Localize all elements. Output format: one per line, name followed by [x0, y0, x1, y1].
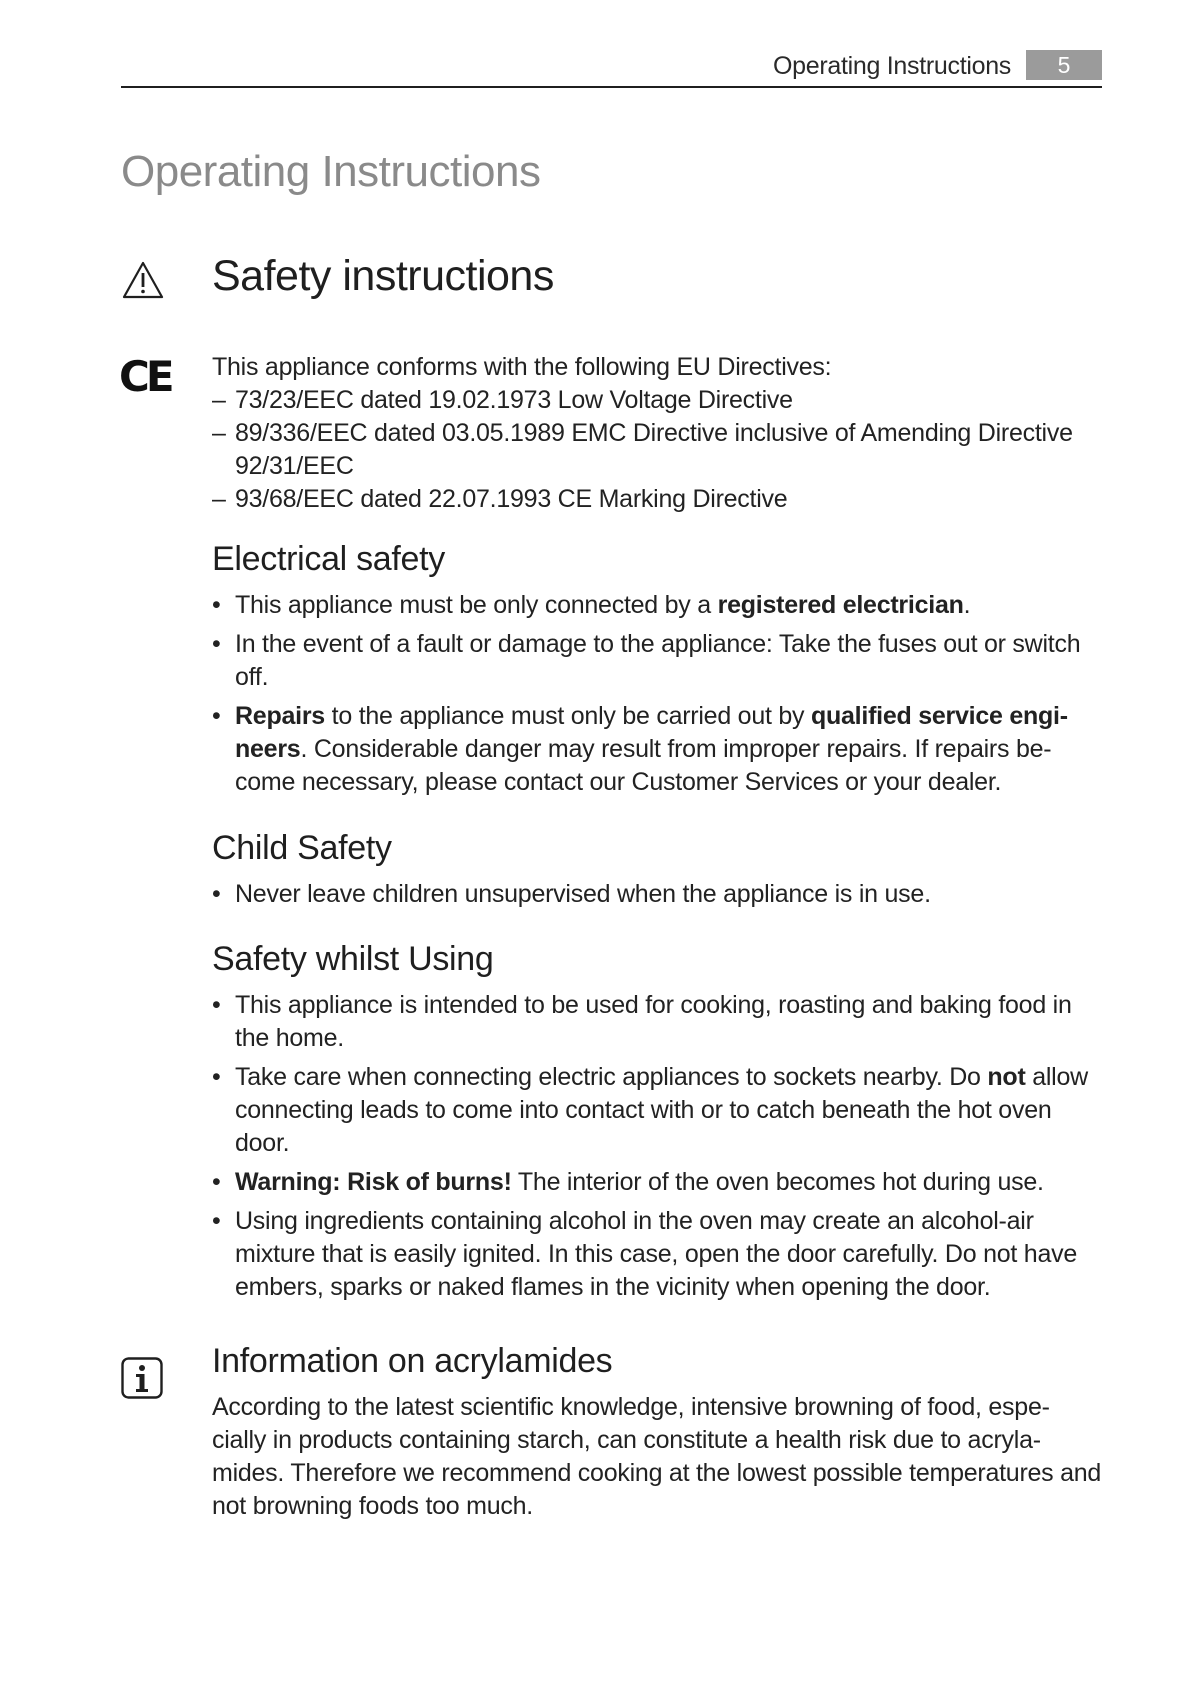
- safety-using-section: [212, 940, 1102, 1310]
- running-header: [121, 46, 1102, 88]
- page-title: Operating Instructions: [121, 147, 541, 196]
- warning-triangle-icon: [121, 260, 165, 300]
- section-title-safety: Safety instructions: [212, 252, 554, 300]
- bullet-item: • Never leave children unsupervised when the appliance is in use.: [212, 880, 931, 908]
- bullet-item: • Repairs to the appliance must only be carried out by qualified service engi-neers. Considerable danger may result from improper repairs. If repairs be-come necessary, please contact our Customer Services or your dealer.: [212, 702, 1068, 796]
- directives-intro: This appliance conforms with the following EU Directives:: [212, 353, 832, 381]
- bullet-item: • Using ingredients containing alcohol in the oven may create an alcohol-air mixture that is easily ignited. In this case, open the door carefully. Do not have embers, sparks or naked flames in the vicinity when opening the door.: [212, 1207, 1077, 1301]
- acrylamides-text: According to the latest scientific knowledge, intensive browning of food, espe-cially in products containing starch, can constitute a health risk due to acryla-mides. Therefore we recommend cooking at the lowest possible temperatures and not browning foods too much.: [212, 1393, 1102, 1520]
- child-safety-section: [212, 829, 1102, 917]
- directives-block: [212, 351, 1102, 516]
- child-safety-heading: Child Safety: [212, 829, 392, 867]
- bullet-item: • Warning: Risk of burns! The interior of the oven becomes hot during use.: [212, 1168, 1044, 1196]
- acrylamides-section: [212, 1342, 1102, 1523]
- info-icon: [121, 1357, 163, 1399]
- safety-using-heading: Safety whilst Using: [212, 940, 494, 978]
- acrylamides-heading: Information on acrylamides: [212, 1342, 613, 1380]
- bullet-item: • In the event of a fault or damage to the appliance: Take the fuses out or switch off.: [212, 630, 1081, 691]
- electrical-safety-section: [212, 540, 1102, 805]
- running-title: Operating Instructions: [773, 52, 1011, 80]
- page-number: 5: [1026, 50, 1102, 80]
- directive-item: – 93/68/EEC dated 22.07.1993 CE Marking Directive: [212, 485, 788, 513]
- ce-mark-icon: CE: [119, 352, 171, 401]
- bullet-item: • Take care when connecting electric appliances to sockets nearby. Do not allow connecting leads to come into contact with or to catch beneath the hot oven door.: [212, 1063, 1088, 1157]
- bullet-item: • This appliance is intended to be used for cooking, roasting and baking food in the home.: [212, 991, 1072, 1052]
- bullet-item: • This appliance must be only connected by a registered electrician.: [212, 591, 971, 619]
- directive-item: – 89/336/EEC dated 03.05.1989 EMC Directive inclusive of Amending Directive 92/31/EEC: [212, 419, 1073, 480]
- electrical-safety-heading: Electrical safety: [212, 540, 445, 578]
- directive-item: – 73/23/EEC dated 19.02.1973 Low Voltage Directive: [212, 386, 793, 414]
